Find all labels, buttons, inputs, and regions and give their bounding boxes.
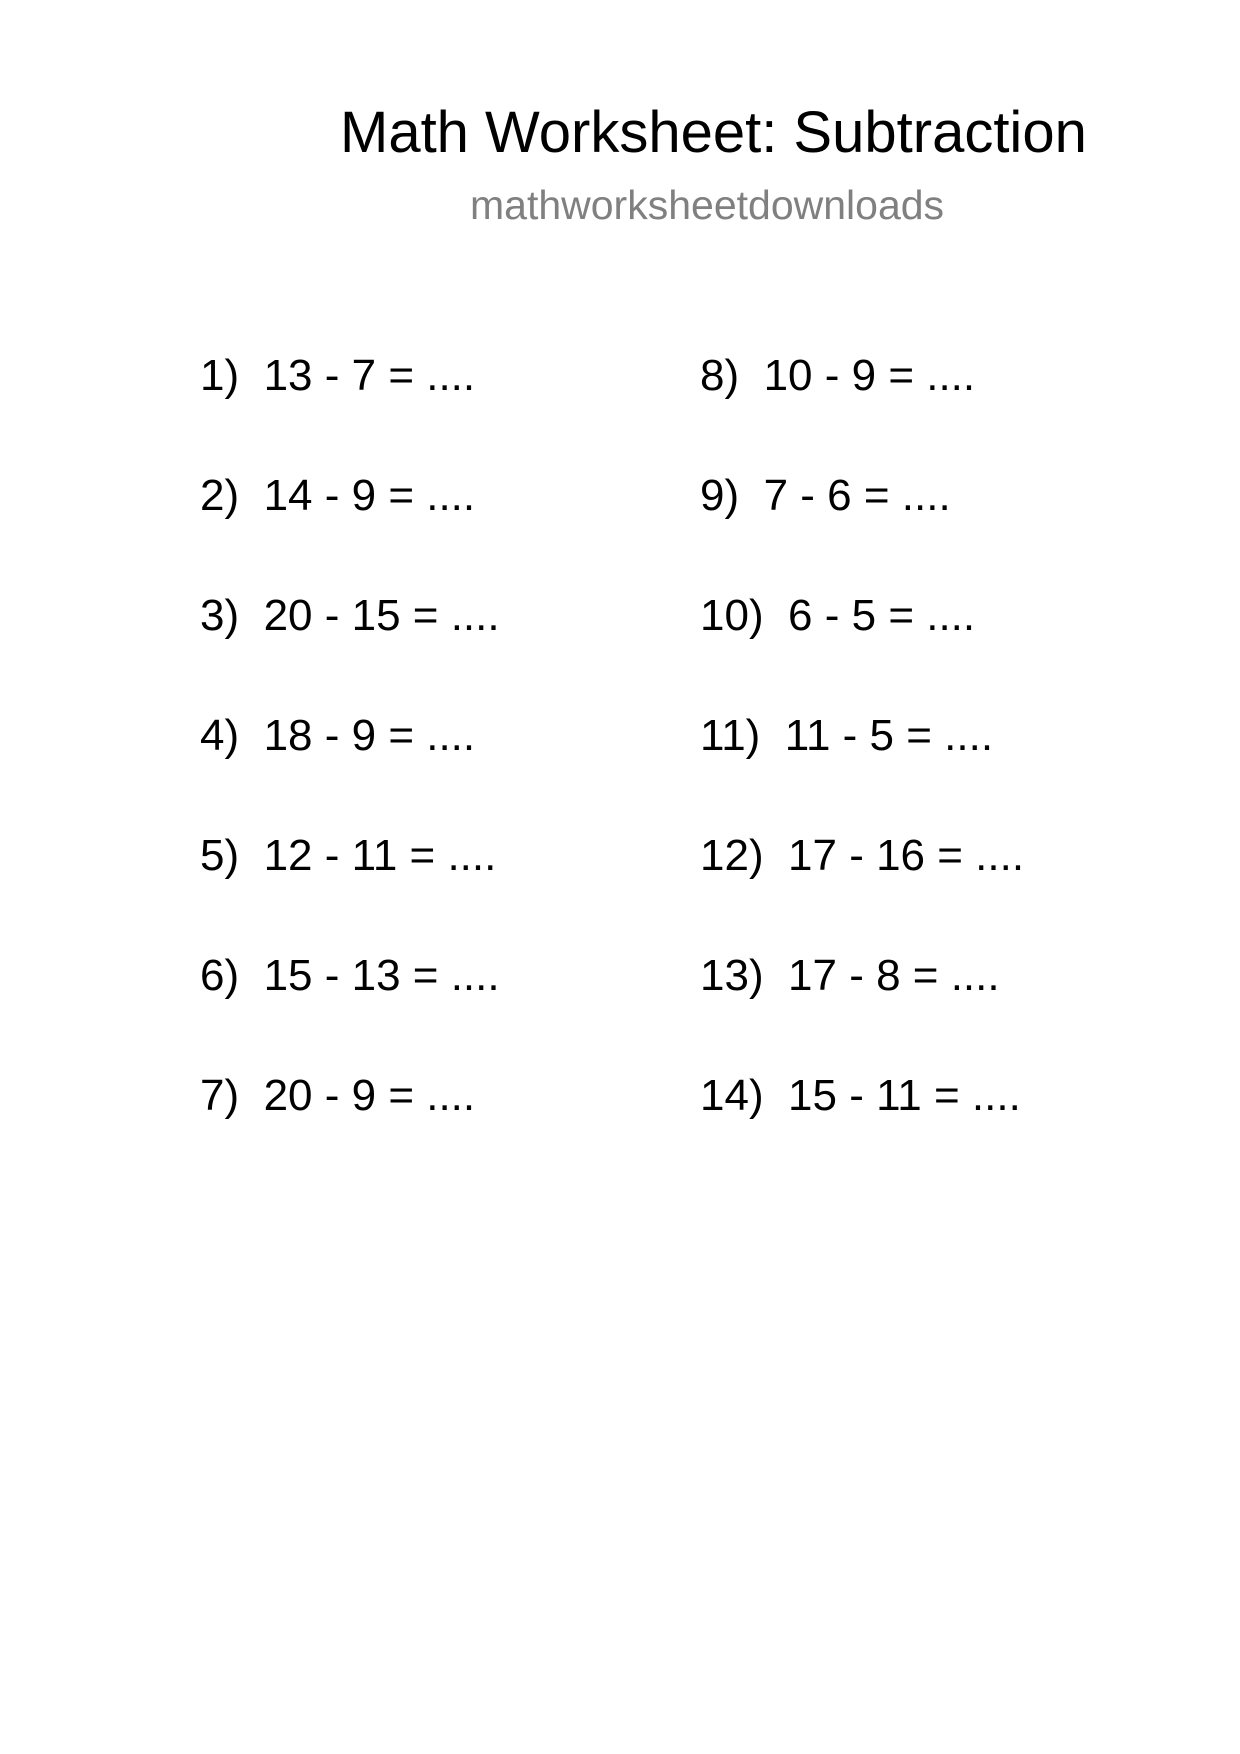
problem-14 [700,1066,1180,1186]
problem-number: 13) [700,951,764,1000]
problem-column-left [200,346,680,1186]
problem-5 [200,826,680,946]
problem-6 [200,946,680,1066]
problem-expression: 20 - 9 = .... [263,1071,476,1120]
problem-expression: 17 - 8 = .... [788,951,1000,1000]
problem-expression: 12 - 11 = .... [263,831,497,880]
problem-expression: 13 - 7 = .... [263,351,476,400]
problem-9 [700,466,1180,586]
problem-number: 7) [200,1071,240,1120]
problem-number: 1) [200,351,240,400]
problem-expression: 14 - 9 = .... [263,471,476,520]
problem-column-right [700,346,1180,1186]
problem-expression: 11 - 5 = .... [784,711,994,760]
problem-number: 12) [700,831,764,880]
worksheet-subtitle: mathworksheetdownloads [470,182,945,228]
problem-number: 6) [200,951,240,1000]
problem-3 [200,586,680,706]
problem-number: 2) [200,471,240,520]
problem-number: 14) [700,1071,764,1120]
worksheet-title: Math Worksheet: Subtraction [340,100,1087,165]
problem-4 [200,706,680,826]
problem-number: 5) [200,831,240,880]
problem-13 [700,946,1180,1066]
problem-8 [700,346,1180,466]
problem-expression: 20 - 15 = .... [263,591,500,640]
problem-7 [200,1066,680,1186]
problem-11 [700,706,1180,826]
problem-number: 8) [700,351,740,400]
problem-expression: 15 - 11 = .... [788,1071,1021,1120]
problem-expression: 18 - 9 = .... [263,711,476,760]
problem-expression: 17 - 16 = .... [788,831,1025,880]
problem-expression: 15 - 13 = .... [263,951,500,1000]
problem-number: 3) [200,591,240,640]
problem-number: 11) [700,711,761,760]
problem-2 [200,466,680,586]
problem-12 [700,826,1180,946]
problem-number: 4) [200,711,240,760]
problem-1 [200,346,680,466]
problem-expression: 10 - 9 = .... [763,351,976,400]
problem-expression: 6 - 5 = .... [788,591,976,640]
problem-number: 10) [700,591,764,640]
problem-10 [700,586,1180,706]
problem-number: 9) [700,471,740,520]
problem-expression: 7 - 6 = .... [763,471,951,520]
